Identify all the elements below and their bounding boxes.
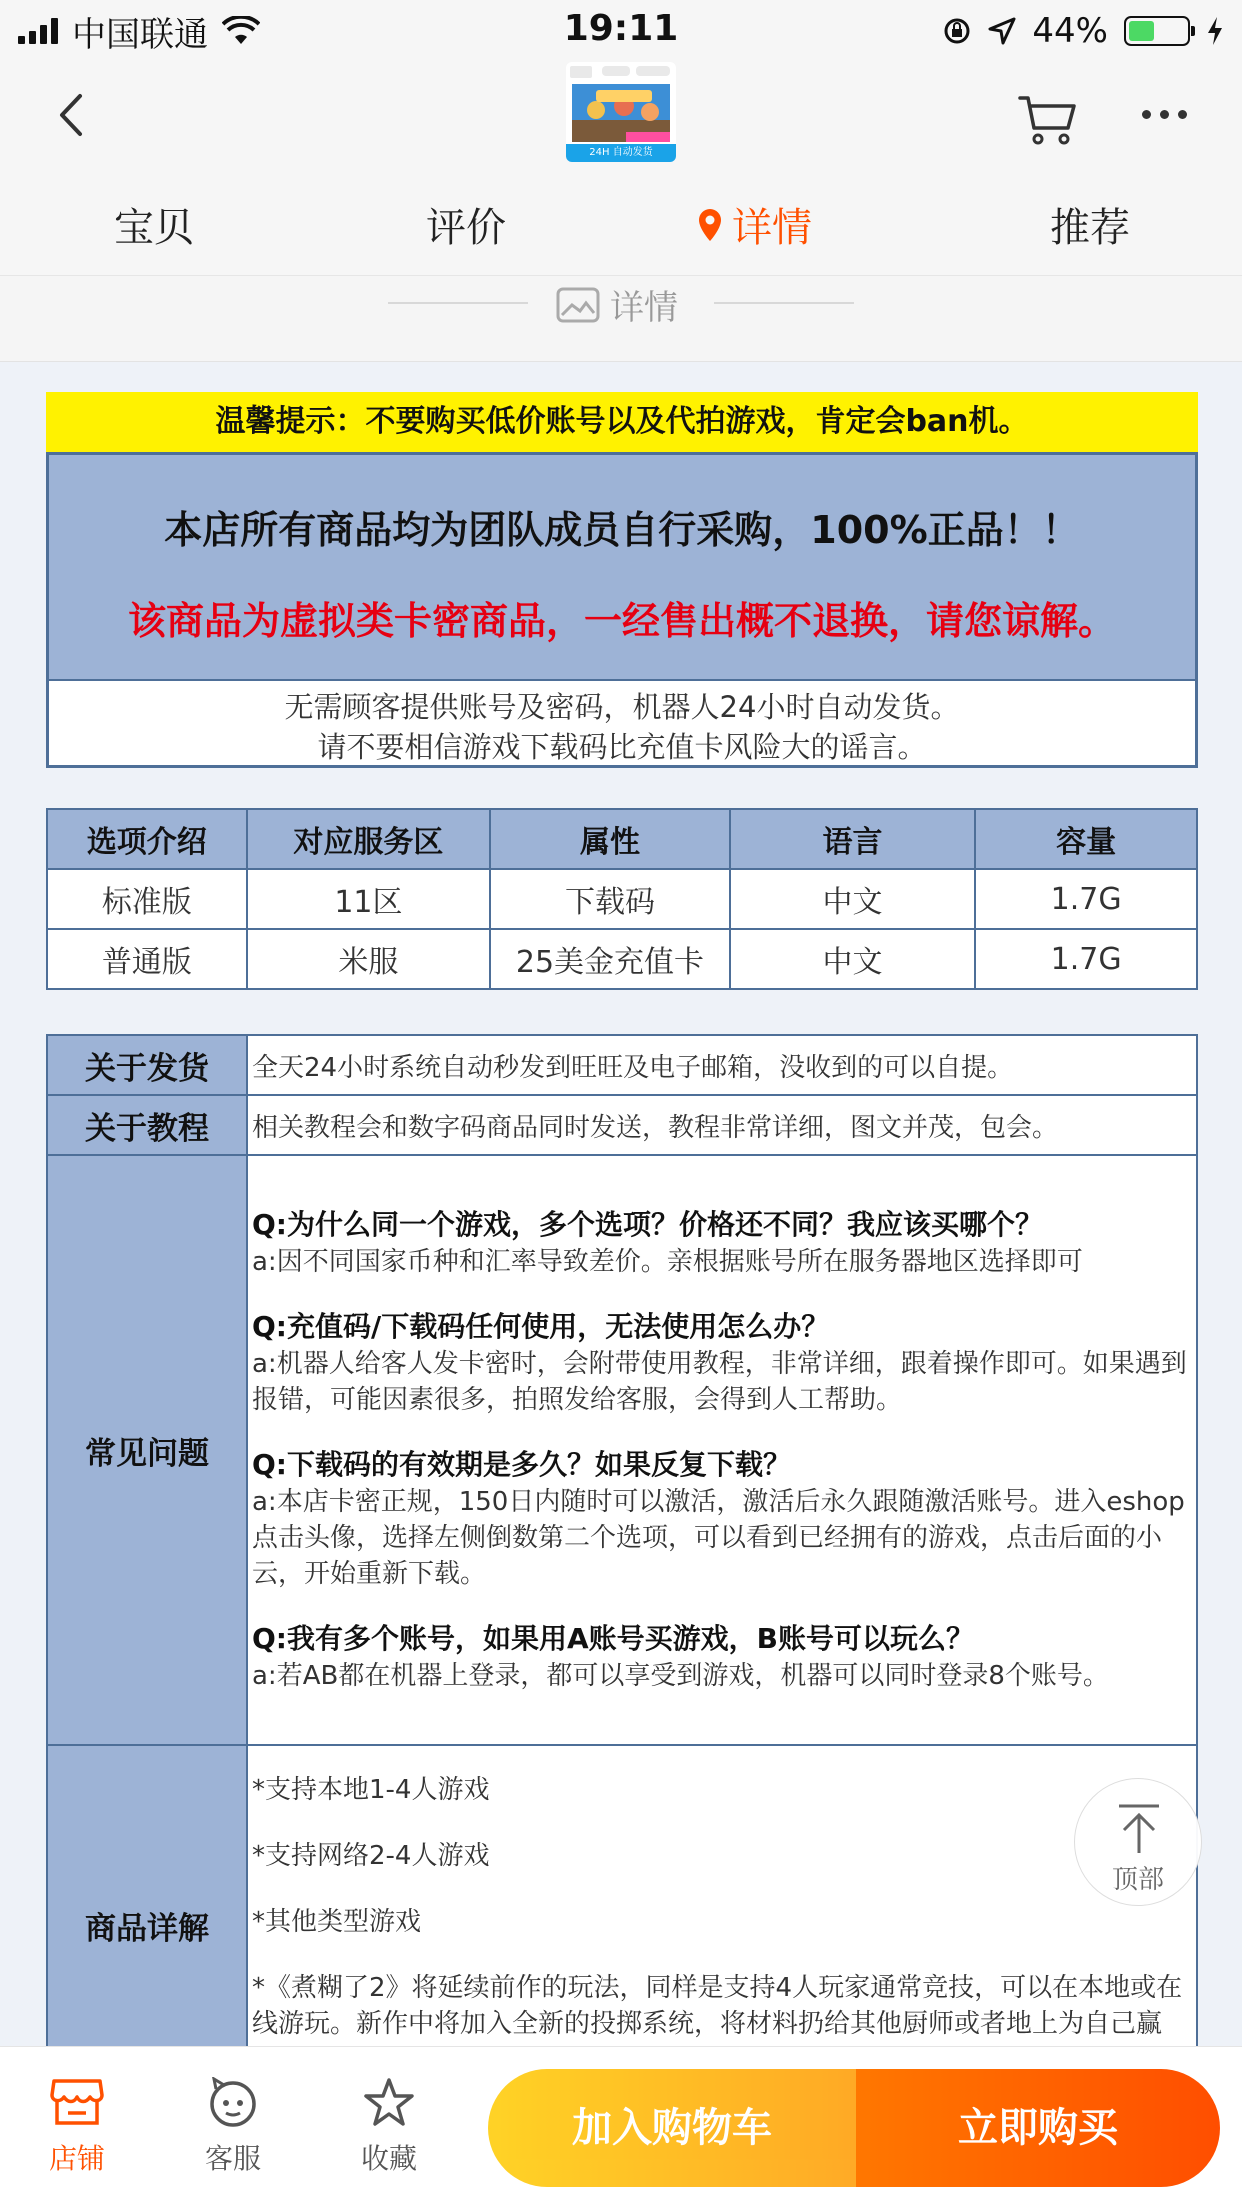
shipping-text: 全天24小时系统自动秒发到旺旺及电子邮箱，没收到的可以自提。	[247, 1035, 1197, 1095]
notice-box	[46, 452, 1198, 768]
faq-answer: a:机器人给客人发卡密时，会附带使用教程，非常详细，跟着操作即可。如果遇到报错，可能因素很多，拍照发给客服，会得到人工帮助。	[252, 1349, 1187, 1415]
table-cell: 中文	[730, 869, 976, 929]
table-cell: 下载码	[490, 869, 730, 929]
section-divider	[0, 276, 1242, 362]
faq-list	[247, 1155, 1197, 1745]
customer-service-button[interactable]: 客服	[178, 2077, 288, 2177]
star-icon	[362, 2077, 416, 2127]
tab-item[interactable]: 宝贝	[114, 205, 194, 251]
table-cell: 普通版	[47, 929, 247, 989]
detail-item: *其他类型游戏	[252, 1907, 422, 1937]
table-header: 属性	[490, 809, 730, 869]
detail-item: *支持本地1-4人游戏	[252, 1775, 490, 1805]
tab-bar	[0, 162, 1242, 276]
back-to-top-button[interactable]	[1074, 1778, 1202, 1906]
faq-question: Q:我有多个账号，如果用A账号买游戏，B账号可以玩么？	[252, 1622, 975, 1655]
table-cell: 25美金充值卡	[490, 929, 730, 989]
table-header: 选项介绍	[47, 809, 247, 869]
table-header: 语言	[730, 809, 976, 869]
detail-item: *《煮糊了2》将延续前作的玩法，同样是支持4人玩家通常竞技，可以在本地或在线游玩。新作中将加入全新的投掷系统，将材料扔给其他厨师或者地上为自己赢	[252, 1973, 1183, 2039]
battery-icon	[1124, 16, 1190, 46]
detail-list	[247, 1745, 1197, 2046]
customer-service-icon	[206, 2077, 260, 2127]
cart-icon[interactable]	[1018, 92, 1078, 148]
faq-question: Q:为什么同一个游戏，多个选项？价格还不同？我应该买哪个？	[252, 1208, 1044, 1241]
buy-now-button[interactable]: 立即购买	[856, 2069, 1220, 2187]
faq-label: 常见问题	[47, 1155, 247, 1745]
table-cell: 1.7G	[975, 929, 1197, 989]
table-row	[47, 1155, 1197, 1745]
nav-header	[0, 62, 1242, 162]
no-refund-notice: 该商品为虚拟类卡密商品，一经售出概不退换，请您谅解。	[127, 599, 1116, 643]
add-to-cart-button[interactable]: 加入购物车	[488, 2069, 856, 2187]
table-header-row	[47, 809, 1197, 869]
arrow-up-icon	[1116, 1803, 1162, 1855]
table-cell: 中文	[730, 929, 976, 989]
tab-recommend[interactable]: 推荐	[1050, 205, 1130, 251]
location-arrow-icon	[988, 17, 1016, 45]
auto-delivery-badge: 24H 自动发货	[566, 144, 676, 162]
faq-question: Q:下载码的有效期是多久？如果反复下载？	[252, 1448, 792, 1481]
table-cell: 米服	[247, 929, 491, 989]
carrier-name: 中国联通	[72, 14, 208, 55]
shop-icon	[50, 2077, 104, 2127]
back-button[interactable]	[50, 92, 96, 138]
auto-delivery-notice: 无需顾客提供账号及密码，机器人24小时自动发货。	[284, 690, 960, 724]
detail-content[interactable]	[0, 362, 1242, 2046]
faq-question: Q:充值码/下载码任何使用，无法使用怎么办？	[252, 1310, 830, 1343]
table-cell: 11区	[247, 869, 491, 929]
more-options-icon[interactable]	[1142, 110, 1187, 119]
table-row	[47, 929, 1197, 989]
favorite-button[interactable]: 收藏	[334, 2077, 444, 2177]
table-header: 对应服务区	[247, 809, 491, 869]
section-title: 详情	[610, 288, 678, 328]
tab-reviews[interactable]: 评价	[426, 205, 506, 251]
tutorial-label: 关于教程	[47, 1095, 247, 1155]
table-row	[47, 869, 1197, 929]
warning-banner: 温馨提示：不要购买低价账号以及代拍游戏，肯定会ban机。	[46, 392, 1198, 452]
table-row	[47, 1035, 1197, 1095]
location-pin-icon	[696, 207, 724, 243]
table-row	[47, 1095, 1197, 1155]
tutorial-text: 相关教程会和数字码商品同时发送，教程非常详细，图文并茂，包会。	[247, 1095, 1197, 1155]
authentic-notice: 本店所有商品均为团队成员自行采购，100%正品！！	[164, 508, 1080, 552]
product-thumbnail[interactable]	[566, 62, 676, 162]
table-header: 容量	[975, 809, 1197, 869]
charging-bolt-icon	[1206, 16, 1224, 46]
table-cell: 1.7G	[975, 869, 1197, 929]
orientation-lock-icon	[942, 16, 972, 46]
status-bar	[0, 0, 1242, 62]
faq-answer: a:若AB都在机器上登录，都可以享受到游戏，机器可以同时登录8个账号。	[252, 1661, 1109, 1691]
image-icon	[556, 287, 600, 323]
detail-item: *支持网络2-4人游戏	[252, 1841, 490, 1871]
back-to-top-label: 顶部	[1111, 1865, 1164, 1895]
info-table	[46, 1034, 1198, 2046]
faq-answer: a:本店卡密正规，150日内随时可以激活，激活后永久跟随激活账号。进入eshop点击头像，选择左侧倒数第二个选项，可以看到已经拥有的游戏，点击后面的小云，开始重新下载。	[252, 1487, 1185, 1589]
rumor-notice: 请不要相信游戏下载码比充值卡风险大的谣言。	[317, 730, 927, 764]
bottom-action-bar	[0, 2046, 1242, 2208]
table-cell: 标准版	[47, 869, 247, 929]
faq-answer: a:因不同国家币种和汇率导致差价。亲根据账号所在服务器地区选择即可	[252, 1247, 1083, 1277]
battery-percent: 44%	[1032, 11, 1108, 51]
shipping-label: 关于发货	[47, 1035, 247, 1095]
table-row	[47, 1745, 1197, 2046]
options-table	[46, 808, 1198, 990]
status-time: 19:11	[563, 8, 679, 49]
detail-label: 商品详解	[47, 1745, 247, 2046]
tab-details[interactable]: 详情	[696, 196, 812, 253]
shop-button[interactable]: 店铺	[22, 2077, 132, 2177]
